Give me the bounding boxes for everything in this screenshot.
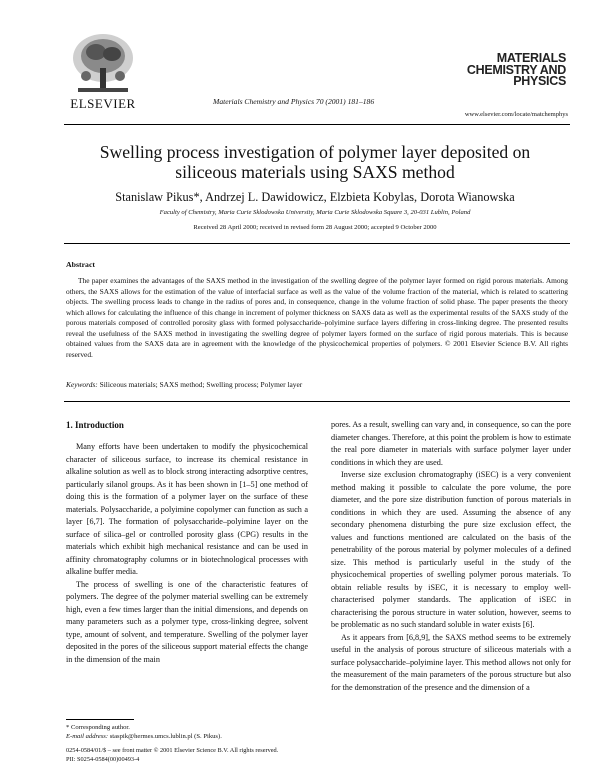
keywords [66,380,568,389]
email-line [66,733,316,742]
left-column [66,441,308,666]
abstract-heading: Abstract [66,260,96,269]
received-dates: Received 28 April 2000; received in revised form 28 August 2000; accepted 9 October 2000 [193,224,437,231]
email-label: E-mail address: [66,732,109,740]
title-line: Swelling process investigation of polymer layer deposited on [99,142,531,162]
footnote-divider [66,719,134,720]
keywords-label: Keywords: [66,380,98,389]
elsevier-tree-logo [66,28,140,102]
header-divider [64,124,570,125]
affiliation: Faculty of Chemistry, Maria Curie Sklodowska University, Maria Curie Sklodowska Square 3, 20-031 Lublin, Poland [159,209,471,216]
corresponding-author-note: * Corresponding author. [66,724,130,731]
journal-logo [466,53,566,88]
paragraph: Inverse size exclusion chromatography (iSEC) is a very convenient method making it possible to calculate the pore volume, the pore diameter, and the pore size distribution function of porous materials in conditions in which they are used. Assuming the absence of any secondary phenomena disturbing the pure size exclusion effect, the values and functions mentioned are calculated on the basis of the penetrability of the porous material by polymer molecules of a defined size. This method is particularly useful in the study of the physicochemical properties of swelling polymer porous materials. To obtain reliable results by iSEC, it is necessary to employ well-characterised polymer standards. The application of iSEC in characterising the porous structure in water solution, however, seems to be problematic as no such standard soluble in water exists [6]. [331,470,571,629]
copyright-line: 0254-0584/01/$ – see front matter © 2001 Elsevier Science B.V. All rights reserved. [66,747,279,754]
journal-logo-line: PHYSICS [513,74,566,88]
paragraph: The process of swelling is one of the characteristic features of polymers. The degree of the polymer material swelling can be extremely high, even a few times larger than the initial dimensions, and depends on many parameters such as a polymer type, cross-linking degree, solvent type, amount of solvent, and temperature. Swelling of the polymer layer deposited in the pores of the siliceous support material effects the change in the dimension of the main [66,579,308,664]
journal-logo-line: CHEMISTRY AND [466,62,566,77]
section-heading: 1. Introduction [66,420,124,430]
title-divider [64,243,570,244]
publisher-name: ELSEVIER [70,96,136,111]
abstract-text: The paper examines the advantages of the SAXS method in the investigation of the swelling degree of the polymer layer formed on rigid porous materials. Among others, the SAXS allows for the estimation of the value of interfacial surface as well as the value of the volume fraction of the material, which is related to scattering objects. The swelling process leads to change in the radius of pores and, in consequence, change in the volume fraction of solid phase. The paper presents the theory which allows for calculating the influence of this change in increment of polymer thickness on SAXS data as well as the experimental results of the SAXS study of the porous materials composed of controlled porosity glass with formed polysaccharide–polyimine surface layers differing in cross-linking degree. The presented results reveal the usefulness of the SAXS method in investigating the swelling degree of polymer layers formed on the surface of rigid porous materials. This is because obtained values from the SAXS data are in agreement with the knowledge of the physicochemical properties of polymers. © 2001 Elsevier Science B.V. All rights reserved. [66,276,568,359]
right-column [331,419,571,694]
paragraph: Many efforts have been undertaken to modify the physicochemical character of siliceous surface, to increase its chemical resistance in alkaline solution as well as to block strong interacting adsorptive centres, particularly silanol groups. As it has been shown in [1–5] one method of doing this is the formation of a polymer layer on the surface of these materials. Polysaccharide, a polyimine copolymer can function as such a layer [6,7]. The formation of polysaccharide–polyimine layer on the surface of silica–gel or controlled porosity glass (CPG) results in the materials which exhibit high mechanical resistance and can be used in affinity chromatography columns or in biotechnological processes with alkaline buffer media. [66,442,308,576]
article-title [60,142,570,182]
journal-url[interactable]: www.elsevier.com/locate/matchemphys [464,111,568,118]
paragraph: As it appears from [6,8,9], the SAXS method seems to be extremely useful in the analysis of porous structure of siliceous materials with a surface polysaccharide–polyimine layer. This method allows not only for the measurement of the main parameters of the porous structure but also for the demonstration of the presence and the dimension of a [331,632,571,692]
pii-line: PII: S0254-0584(00)00493-4 [66,755,140,763]
email-address[interactable]: staspik@hermes.umcs.lublin.pl (S. Pikus). [109,732,222,740]
keywords-list: Siliceous materials; SAXS method; Swelling process; Polymer layer [99,380,303,389]
paragraph: pores. As a result, swelling can vary and, in consequence, so can the pore diameter changes. Therefore, at this point the problem is how to estimate the real pore diameter in materials with surface polymer layer under conditions in which they are used. [331,420,571,467]
abstract-divider [64,401,570,402]
author-list: Stanislaw Pikus*, Andrzej L. Dawidowicz, Elzbieta Kobylas, Dorota Wianowska [115,190,515,204]
footnote [66,724,316,741]
title-line: siliceous materials using SAXS method [175,162,455,182]
journal-logo-line: MATERIALS [496,51,566,65]
journal-citation: Materials Chemistry and Physics 70 (2001) 181–186 [213,97,375,106]
copyright-block [66,747,366,764]
